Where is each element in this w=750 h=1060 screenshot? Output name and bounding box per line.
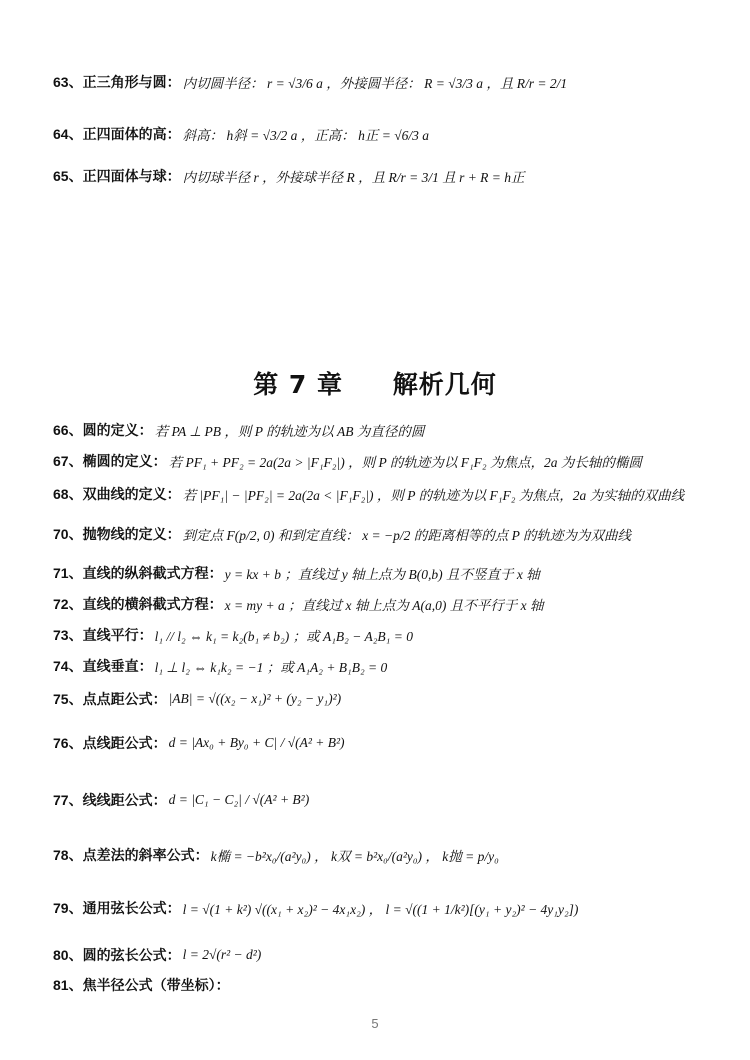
item-label: 圆的弦长公式： — [82, 948, 181, 964]
item-67 — [53, 451, 644, 471]
item-label: 正三角形与圆： — [82, 75, 181, 91]
formula: l₁ ⊥ l₂ ⇔ k₁k₂ = −1 ；或 A₁A₂ + B₁B₂ = 0 — [154, 660, 388, 675]
item-79 — [53, 898, 580, 918]
item-number: 70、 — [53, 526, 83, 542]
item-number: 65、 — [53, 168, 83, 184]
formula: 斜高： h斜 = √3/2 a ，正高： h正 = √6/3 a — [182, 128, 429, 143]
formula: l₁ // l₂ ⇔ k₁ = k₂(b₁ ≠ b₂) ；或 A₁B₂ − A₂B₁ = 0 — [154, 629, 413, 644]
item-78 — [53, 845, 501, 865]
formula: d = |C₁ − C₂| / √(A² + B²) — [168, 792, 310, 807]
item-number: 68、 — [53, 486, 83, 502]
chapter-title: 解析几何 — [392, 370, 497, 399]
item-71 — [53, 563, 542, 583]
formula: 若 PA ⊥ PB ，则 P 的轨迹为以 AB 为直径的圆 — [154, 424, 425, 439]
item-label: 直线平行： — [82, 628, 153, 644]
formula: |AB| = √((x₂ − x₁)² + (y₂ − y₁)²) — [168, 691, 342, 706]
item-80 — [53, 945, 263, 965]
item-76 — [53, 733, 347, 753]
item-number: 63、 — [53, 74, 83, 90]
item-label: 直线的纵斜截式方程： — [82, 566, 223, 582]
item-number: 80、 — [53, 947, 83, 963]
item-number: 77、 — [53, 792, 83, 808]
page-number: 5 — [371, 1016, 379, 1031]
item-number: 81、 — [53, 977, 83, 993]
item-number: 79、 — [53, 900, 83, 916]
formula: l = √(1 + k²) √((x₁ + x₂)² − 4x₁x₂) ， l = √((1 + 1/k²)[(y₁ + y₂)² − 4y₁y₂]) — [182, 902, 579, 917]
item-label: 线线距公式： — [82, 793, 167, 809]
formula: 若 PF₁ + PF₂ = 2a(2a > |F₁F₂|) ，则 P 的轨迹为以 F₁F₂ 为焦点，2a 为长轴的椭圆 — [168, 455, 642, 470]
item-number: 74、 — [53, 658, 83, 674]
item-70 — [53, 524, 633, 544]
item-66 — [53, 420, 426, 440]
item-label: 正四面体的高： — [82, 127, 181, 143]
formula: 到定点 F(p/2, 0) 和到定直线： x = −p/2 的距离相等的点 P 的轨迹为为双曲线 — [182, 528, 632, 543]
item-label: 点差法的斜率公式： — [82, 848, 209, 864]
item-label: 圆的定义： — [82, 423, 153, 439]
item-label: 抛物线的定义： — [82, 527, 181, 543]
formula: k椭 = −b²x₀/(a²y₀) ， k双 = b²x₀/(a²y₀) ， k抛 = p/y₀ — [210, 849, 499, 864]
formula: 若 |PF₁| − |PF₂| = 2a(2a < |F₁F₂|) ，则 P 的轨迹为以 F₁F₂ 为焦点，2a 为实轴的双曲线 — [182, 488, 685, 503]
item-label: 点点距公式： — [82, 692, 167, 708]
item-number: 71、 — [53, 565, 83, 581]
item-number: 72、 — [53, 596, 83, 612]
item-label: 正四面体与球： — [82, 169, 181, 185]
item-72 — [53, 594, 546, 614]
item-65 — [53, 166, 527, 186]
item-77 — [53, 790, 311, 810]
item-64 — [53, 124, 431, 144]
item-75 — [53, 689, 343, 709]
chapter-number: 第 7 章 — [253, 370, 344, 399]
formula: x = my + a ；直线过 x 轴上点为 A(a,0) 且不平行于 x 轴 — [224, 598, 544, 613]
item-73 — [53, 625, 415, 645]
item-68 — [53, 484, 686, 504]
item-label: 直线垂直： — [82, 659, 153, 675]
item-label: 点线距公式： — [82, 736, 167, 752]
item-81 — [53, 975, 234, 995]
item-number: 66、 — [53, 422, 83, 438]
item-label: 通用弦长公式： — [82, 901, 181, 917]
formula: 内切球半径 r ，外接球半径 R ，且 R/r = 3/1 且 r + R = h正 — [182, 170, 525, 185]
item-number: 75、 — [53, 691, 83, 707]
item-number: 67、 — [53, 453, 83, 469]
chapter-heading — [0, 365, 750, 401]
formula: y = kx + b ；直线过 y 轴上点为 B(0,b) 且不竖直于 x 轴 — [224, 567, 540, 582]
item-label: 椭圆的定义： — [82, 454, 167, 470]
item-63 — [53, 72, 569, 92]
item-label: 焦半径公式（带坐标）： — [82, 978, 230, 994]
formula: l = 2√(r² − d²) — [182, 947, 262, 962]
item-74 — [53, 656, 389, 676]
item-number: 78、 — [53, 847, 83, 863]
formula: d = |Ax₀ + By₀ + C| / √(A² + B²) — [168, 735, 345, 750]
item-label: 双曲线的定义： — [82, 487, 181, 503]
item-number: 64、 — [53, 126, 83, 142]
item-label: 直线的横斜截式方程： — [82, 597, 223, 613]
item-number: 76、 — [53, 735, 83, 751]
item-number: 73、 — [53, 627, 83, 643]
formula: 内切圆半径： r = √3/6 a ，外接圆半径： R = √3/3 a ，且 R/r = 2/1 — [182, 76, 568, 91]
